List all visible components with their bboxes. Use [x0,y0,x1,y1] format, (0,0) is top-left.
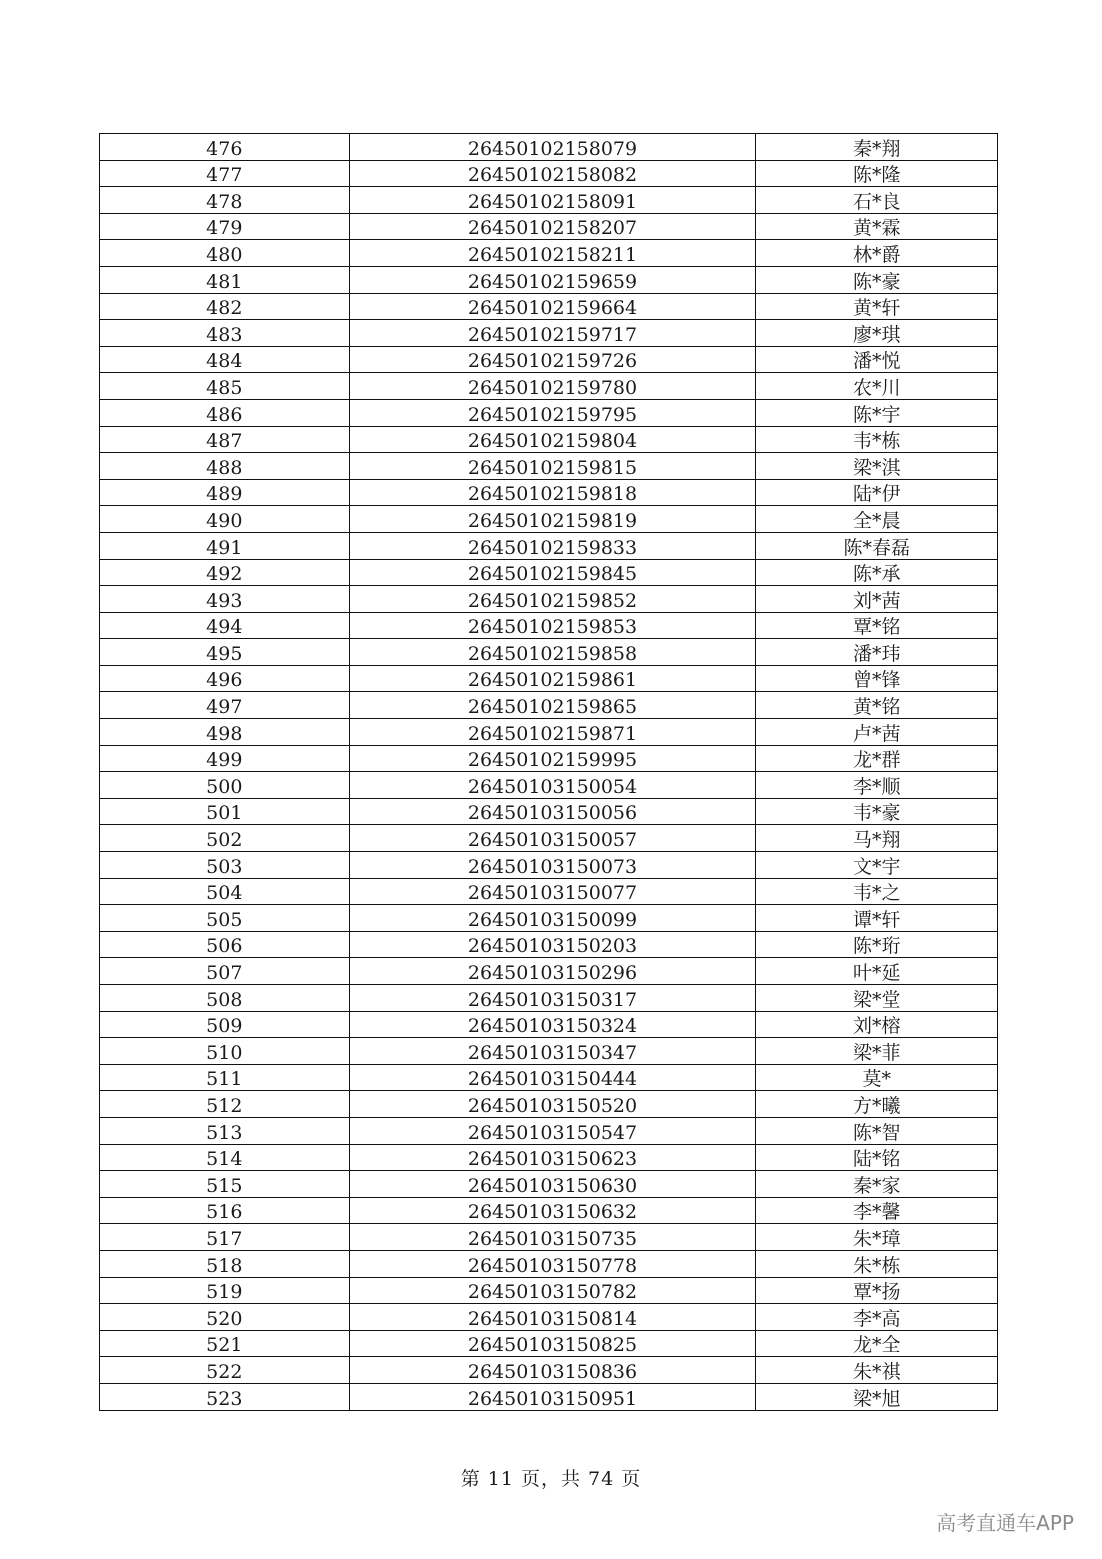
table-row [100,745,998,772]
student-name-cell: 李*馨 [756,1197,998,1224]
student-name-cell: 叶*延 [756,958,998,985]
exam-number-cell: 26450102159717 [349,320,756,347]
student-name-cell: 方*曦 [756,1091,998,1118]
table-row [100,825,998,852]
exam-number-cell: 26450103150317 [349,985,756,1012]
student-name-cell: 陈*珩 [756,931,998,958]
student-name-cell: 梁*菲 [756,1038,998,1065]
table-row [100,905,998,932]
exam-number-cell: 26450102159804 [349,426,756,453]
exam-number-cell: 26450102159852 [349,586,756,613]
exam-number-cell: 26450103150735 [349,1224,756,1251]
student-name-cell: 潘*玮 [756,639,998,666]
table-row [100,639,998,666]
exam-number-cell: 26450103150324 [349,1011,756,1038]
table-row [100,878,998,905]
row-index-cell: 500 [100,772,350,799]
exam-number-cell: 26450102159659 [349,266,756,293]
row-index-cell: 494 [100,612,350,639]
exam-number-cell: 26450103150836 [349,1357,756,1384]
student-name-cell: 卢*茜 [756,719,998,746]
student-name-cell: 朱*栋 [756,1250,998,1277]
exam-number-cell: 26450103150623 [349,1144,756,1171]
exam-number-cell: 26450102158207 [349,213,756,240]
student-name-cell: 梁*淇 [756,453,998,480]
row-index-cell: 498 [100,719,350,746]
row-index-cell: 518 [100,1250,350,1277]
exam-number-cell: 26450102159858 [349,639,756,666]
table-row [100,293,998,320]
table-row [100,373,998,400]
exam-number-cell: 26450102158091 [349,187,756,214]
table-row [100,1171,998,1198]
table-row [100,1197,998,1224]
row-index-cell: 519 [100,1277,350,1304]
table-row [100,772,998,799]
student-name-cell: 廖*琪 [756,320,998,347]
table-row [100,1011,998,1038]
exam-number-cell: 26450103150077 [349,878,756,905]
row-index-cell: 512 [100,1091,350,1118]
exam-number-cell: 26450103150203 [349,931,756,958]
student-name-cell: 秦*翔 [756,134,998,161]
exam-number-cell: 26450103150296 [349,958,756,985]
exam-number-cell: 26450103150073 [349,852,756,879]
exam-number-cell: 26450103150778 [349,1250,756,1277]
student-name-cell: 全*晨 [756,506,998,533]
table-row [100,532,998,559]
exam-number-cell: 26450102159780 [349,373,756,400]
table-row [100,1383,998,1410]
exam-number-cell: 26450103150825 [349,1330,756,1357]
row-index-cell: 507 [100,958,350,985]
row-index-cell: 514 [100,1144,350,1171]
row-index-cell: 495 [100,639,350,666]
exam-number-cell: 26450102159664 [349,293,756,320]
table-row [100,958,998,985]
exam-number-cell: 26450103150057 [349,825,756,852]
student-name-cell: 谭*轩 [756,905,998,932]
exam-number-cell: 26450103150520 [349,1091,756,1118]
row-index-cell: 485 [100,373,350,400]
exam-number-cell: 26450103150547 [349,1117,756,1144]
admission-list-table [99,133,998,1411]
row-index-cell: 520 [100,1304,350,1331]
table-row [100,320,998,347]
table-row [100,266,998,293]
row-index-cell: 508 [100,985,350,1012]
student-name-cell: 龙*群 [756,745,998,772]
table-row [100,479,998,506]
exam-number-cell: 26450102159845 [349,559,756,586]
row-index-cell: 477 [100,160,350,187]
row-index-cell: 479 [100,213,350,240]
table-row [100,399,998,426]
student-name-cell: 朱*祺 [756,1357,998,1384]
student-name-cell: 梁*旭 [756,1383,998,1410]
student-name-cell: 李*高 [756,1304,998,1331]
row-index-cell: 517 [100,1224,350,1251]
exam-number-cell: 26450103150056 [349,798,756,825]
exam-number-cell: 26450102159871 [349,719,756,746]
row-index-cell: 521 [100,1330,350,1357]
row-index-cell: 488 [100,453,350,480]
exam-number-cell: 26450103150099 [349,905,756,932]
table-row [100,559,998,586]
table-row [100,719,998,746]
app-watermark: 高考直通车APP [936,1511,1074,1535]
student-name-cell: 韦*之 [756,878,998,905]
table-row [100,692,998,719]
row-index-cell: 492 [100,559,350,586]
table-row [100,1277,998,1304]
table-row [100,1330,998,1357]
row-index-cell: 484 [100,346,350,373]
table-row [100,213,998,240]
student-name-cell: 刘*茜 [756,586,998,613]
table-row [100,852,998,879]
exam-number-cell: 26450102158079 [349,134,756,161]
student-name-cell: 石*良 [756,187,998,214]
exam-number-cell: 26450102159819 [349,506,756,533]
exam-number-cell: 26450102159818 [349,479,756,506]
student-name-cell: 梁*堂 [756,985,998,1012]
row-index-cell: 496 [100,665,350,692]
row-index-cell: 515 [100,1171,350,1198]
row-index-cell: 516 [100,1197,350,1224]
table-row [100,1304,998,1331]
page-number-footer: 第 11 页，共 74 页 [460,1468,642,1490]
exam-number-cell: 26450103150444 [349,1064,756,1091]
exam-number-cell: 26450103150782 [349,1277,756,1304]
row-index-cell: 522 [100,1357,350,1384]
student-name-cell: 陆*铭 [756,1144,998,1171]
row-index-cell: 499 [100,745,350,772]
table-row [100,506,998,533]
table-row [100,931,998,958]
table-row [100,1357,998,1384]
exam-number-cell: 26450103150630 [349,1171,756,1198]
table-row [100,1224,998,1251]
row-index-cell: 482 [100,293,350,320]
student-name-cell: 曾*锋 [756,665,998,692]
row-index-cell: 493 [100,586,350,613]
row-index-cell: 504 [100,878,350,905]
table-row [100,453,998,480]
exam-number-cell: 26450103150347 [349,1038,756,1065]
row-index-cell: 486 [100,399,350,426]
table-row [100,1250,998,1277]
table-row [100,1117,998,1144]
table-row [100,160,998,187]
student-name-cell: 陈*宇 [756,399,998,426]
table-row [100,1091,998,1118]
student-name-cell: 黄*霖 [756,213,998,240]
row-index-cell: 510 [100,1038,350,1065]
exam-number-cell: 26450102158082 [349,160,756,187]
table-row [100,240,998,267]
exam-number-cell: 26450102159726 [349,346,756,373]
student-name-cell: 刘*榕 [756,1011,998,1038]
student-name-cell: 韦*栋 [756,426,998,453]
row-index-cell: 502 [100,825,350,852]
table-row [100,1038,998,1065]
exam-number-cell: 26450102159861 [349,665,756,692]
row-index-cell: 487 [100,426,350,453]
student-name-cell: 陈*隆 [756,160,998,187]
table-row [100,134,998,161]
row-index-cell: 497 [100,692,350,719]
student-name-cell: 覃*扬 [756,1277,998,1304]
table-row [100,665,998,692]
table-row [100,346,998,373]
table-row [100,1144,998,1171]
exam-number-cell: 26450103150814 [349,1304,756,1331]
row-index-cell: 511 [100,1064,350,1091]
student-name-cell: 文*宇 [756,852,998,879]
table-row [100,612,998,639]
student-name-cell: 覃*铭 [756,612,998,639]
student-name-cell: 潘*悦 [756,346,998,373]
row-index-cell: 503 [100,852,350,879]
exam-number-cell: 26450103150632 [349,1197,756,1224]
exam-number-cell: 26450103150951 [349,1383,756,1410]
row-index-cell: 478 [100,187,350,214]
row-index-cell: 490 [100,506,350,533]
student-name-cell: 龙*全 [756,1330,998,1357]
exam-number-cell: 26450102159995 [349,745,756,772]
exam-number-cell: 26450102159815 [349,453,756,480]
student-name-cell: 秦*家 [756,1171,998,1198]
row-index-cell: 513 [100,1117,350,1144]
table-row [100,586,998,613]
exam-number-cell: 26450102159795 [349,399,756,426]
row-index-cell: 491 [100,532,350,559]
table-row [100,798,998,825]
exam-number-cell: 26450102159833 [349,532,756,559]
student-name-cell: 马*翔 [756,825,998,852]
row-index-cell: 501 [100,798,350,825]
student-name-cell: 韦*豪 [756,798,998,825]
exam-number-cell: 26450102158211 [349,240,756,267]
student-name-cell: 陆*伊 [756,479,998,506]
student-name-cell: 陈*豪 [756,266,998,293]
row-index-cell: 476 [100,134,350,161]
student-name-cell: 陈*春磊 [756,532,998,559]
row-index-cell: 481 [100,266,350,293]
row-index-cell: 483 [100,320,350,347]
row-index-cell: 506 [100,931,350,958]
table-row [100,1064,998,1091]
row-index-cell: 523 [100,1383,350,1410]
student-name-cell: 陈*承 [756,559,998,586]
student-name-cell: 黄*铭 [756,692,998,719]
student-name-cell: 莫* [756,1064,998,1091]
table-body [100,134,998,1411]
student-name-cell: 黄*轩 [756,293,998,320]
admission-list-table-container [99,133,998,1411]
exam-number-cell: 26450102159853 [349,612,756,639]
table-row [100,187,998,214]
exam-number-cell: 26450103150054 [349,772,756,799]
student-name-cell: 陈*智 [756,1117,998,1144]
row-index-cell: 509 [100,1011,350,1038]
exam-number-cell: 26450102159865 [349,692,756,719]
table-row [100,985,998,1012]
student-name-cell: 农*川 [756,373,998,400]
student-name-cell: 李*顺 [756,772,998,799]
table-row [100,426,998,453]
student-name-cell: 朱*璋 [756,1224,998,1251]
row-index-cell: 489 [100,479,350,506]
student-name-cell: 林*爵 [756,240,998,267]
row-index-cell: 505 [100,905,350,932]
row-index-cell: 480 [100,240,350,267]
